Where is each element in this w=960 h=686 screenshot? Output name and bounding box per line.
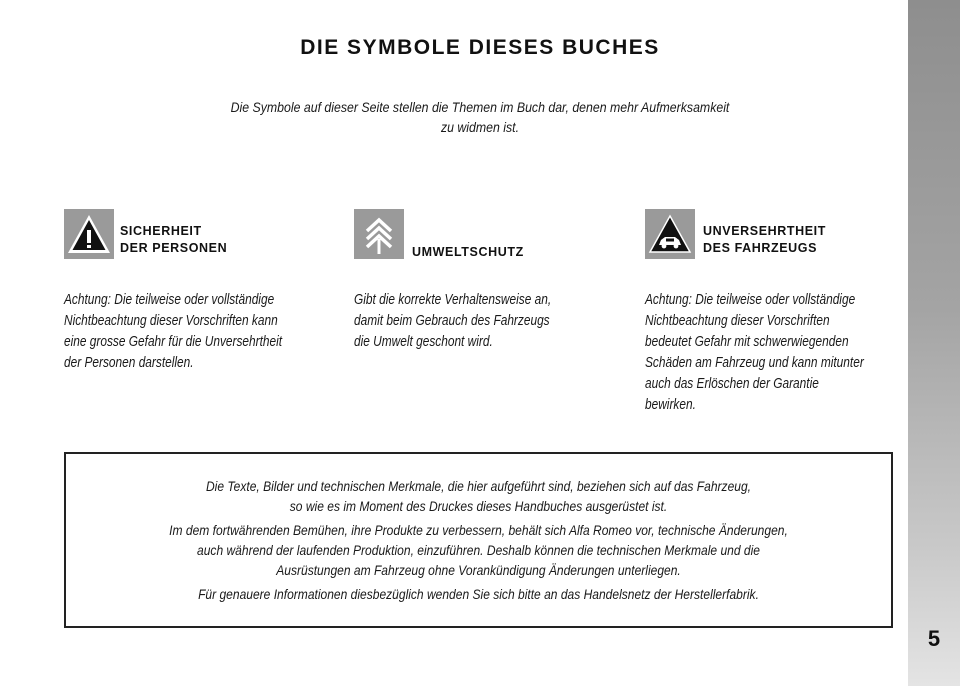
- disclaimer-paragraph: [124, 476, 834, 516]
- disclaimer-line: Für genauere Informationen diesbezüglich wenden Sie sich bitte an das Handelsnetz der Herstellerfabrik.: [198, 586, 759, 602]
- disclaimer-line: so wie es im Moment des Druckes dieses Handbuches ausgerüstet ist.: [289, 498, 668, 514]
- intro-line: Die Symbole auf dieser Seite stellen die Themen im Buch dar, denen mehr Aufmerksamkeit: [230, 99, 730, 115]
- body-line: bewirken.: [645, 397, 696, 413]
- disclaimer-line: auch während der laufenden Produktion, einzuführen. Deshalb können die technischen Merkmale und die: [197, 542, 760, 558]
- disclaimer-paragraph: [124, 520, 834, 580]
- heading-line: UMWELTSCHUTZ: [412, 245, 524, 259]
- section-text-vehicle-integrity: [645, 290, 907, 416]
- page-edge-tab: [908, 0, 960, 686]
- environment-tree-icon: [354, 209, 404, 259]
- body-line: damit beim Gebrauch des Fahrzeugs: [354, 313, 550, 329]
- disclaimer-paragraph: [124, 584, 834, 604]
- heading-line: SICHERHEIT: [120, 224, 202, 238]
- section-text-personal-safety: [64, 290, 326, 374]
- section-heading-personal-safety: [120, 223, 227, 257]
- body-line: der Personen darstellen.: [64, 355, 194, 371]
- disclaimer-text: [66, 476, 891, 608]
- body-line: Schäden am Fahrzeug und kann mitunter: [645, 355, 864, 371]
- page-title: DIE SYMBOLE DIESES BUCHES: [300, 36, 660, 59]
- body-line: Nichtbeachtung dieser Vorschriften: [645, 313, 830, 329]
- heading-line: UNVERSEHRTHEIT: [703, 224, 826, 238]
- body-line: Nichtbeachtung dieser Vorschriften kann: [64, 313, 278, 329]
- disclaimer-line: Ausrüstungen am Fahrzeug ohne Vorankündigung Änderungen unterliegen.: [276, 562, 681, 578]
- body-line: Achtung: Die teilweise oder vollständige: [64, 292, 275, 308]
- body-line: eine grosse Gefahr für die Unversehrtheit: [64, 334, 283, 350]
- page-number: 5: [927, 626, 941, 651]
- heading-line: DER PERSONEN: [120, 241, 228, 255]
- section-heading-environment: [412, 244, 524, 261]
- body-line: Gibt die korrekte Verhaltensweise an,: [354, 292, 552, 308]
- disclaimer-box: [64, 452, 893, 628]
- body-line: auch das Erlöschen der Garantie: [645, 376, 819, 392]
- section-heading-vehicle-integrity: [703, 223, 826, 257]
- body-line: Achtung: Die teilweise oder vollständige: [645, 292, 856, 308]
- body-line: die Umwelt geschont wird.: [354, 334, 493, 350]
- disclaimer-line: Im dem fortwährenden Bemühen, ihre Produkte zu verbessern, behält sich Alfa Romeo vor, technische Änderungen,: [169, 522, 788, 538]
- section-text-environment: [354, 290, 616, 353]
- intro-line: zu widmen ist.: [440, 119, 520, 135]
- warning-vehicle-icon: [645, 209, 695, 259]
- heading-line: DES FAHRZEUGS: [703, 241, 818, 255]
- disclaimer-line: Die Texte, Bilder und technischen Merkmale, die hier aufgeführt sind, beziehen sich auf das Fahrzeug,: [205, 478, 751, 494]
- warning-person-icon: [64, 209, 114, 259]
- intro-text: [198, 97, 761, 137]
- body-line: bedeutet Gefahr mit schwerwiegenden: [645, 334, 849, 350]
